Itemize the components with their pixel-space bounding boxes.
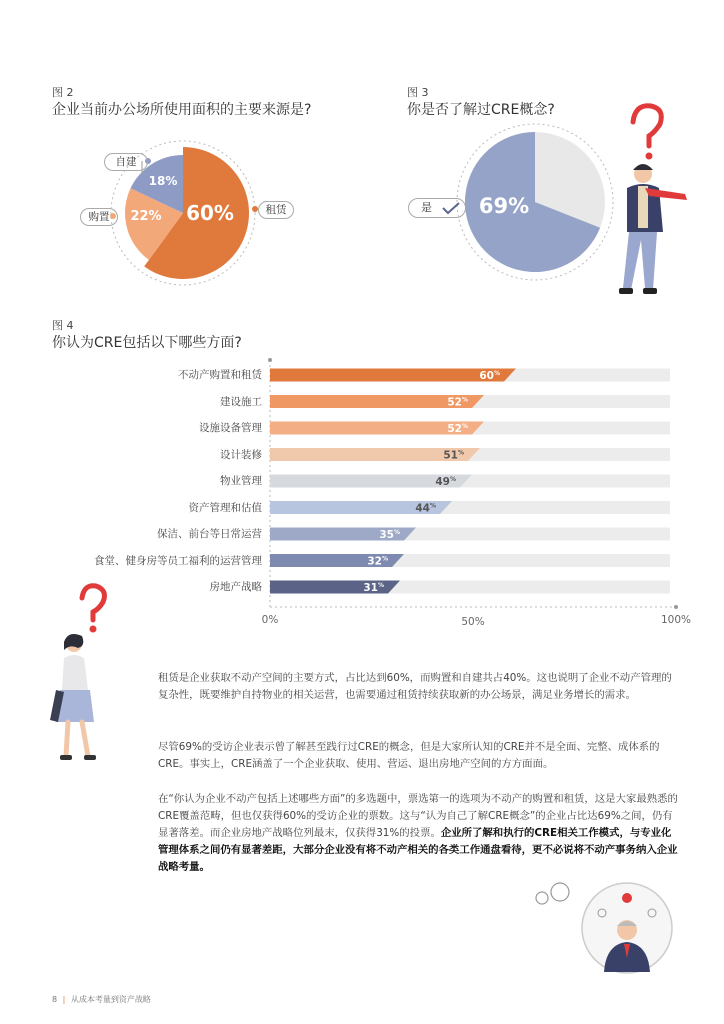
bar-value-label-4: 49% bbox=[435, 476, 456, 488]
fig2-value-buy: 22% bbox=[130, 209, 162, 224]
question-mark-icon bbox=[633, 106, 661, 146]
bar-unit-4: % bbox=[449, 476, 456, 483]
bar-category-label-4: 物业管理 bbox=[220, 475, 262, 487]
man-shirt bbox=[638, 186, 648, 228]
check-icon bbox=[441, 201, 461, 215]
bar-unit-6: % bbox=[393, 529, 400, 536]
bar-unit-8: % bbox=[377, 582, 384, 589]
bar-value-label-7: 32% bbox=[367, 555, 388, 568]
bar-unit-1: % bbox=[461, 396, 468, 404]
fig3-label-yes-bubble bbox=[408, 198, 466, 218]
fig4-tick-100: 100% bbox=[660, 614, 692, 626]
bar-category-label-7: 食堂、健身房等员工福利的运营管理 bbox=[94, 554, 262, 567]
bar-value-label-2: 52% bbox=[447, 423, 468, 435]
bar-value-label-0: 60% bbox=[479, 370, 500, 382]
bar-value-label-3: 51% bbox=[443, 449, 464, 462]
body-paragraph-2: 尽管69%的受访企业表示曾了解甚至践行过CRE的概念，但是大家所认知的CRE并不是全面、完整、成体系的CRE。事实上，CRE涵盖了一个企业获取、使用、营运、退出房地产空间的方方面面。 bbox=[158, 741, 660, 770]
body-paragraph-3 bbox=[158, 791, 678, 876]
fig2-number: 图 2 bbox=[52, 86, 74, 99]
bar-value-label-5: 44% bbox=[415, 502, 436, 515]
bar-value-label-1: 52% bbox=[447, 396, 468, 409]
fig4-axis-y-end bbox=[268, 358, 272, 362]
bar-unit-5: % bbox=[429, 502, 436, 510]
man-shoe-left bbox=[619, 288, 633, 294]
man-hair bbox=[633, 164, 653, 170]
thought-bubble-small bbox=[536, 892, 548, 904]
woman-shoe-left bbox=[60, 755, 72, 760]
fig3-value-yes: 69% bbox=[478, 194, 530, 218]
woman-blouse bbox=[62, 655, 88, 690]
fig4-number: 图 4 bbox=[52, 319, 74, 332]
thought-bubble-medium bbox=[551, 883, 569, 901]
bar-value-label-6: 35% bbox=[379, 529, 400, 541]
page-number: 8 bbox=[52, 995, 58, 1004]
fig2-value-self-built: 18% bbox=[148, 174, 178, 188]
bar-category-label-8: 房地产战略 bbox=[209, 581, 262, 593]
body-paragraph-3-bold: 企业所了解和执行的CRE相关工作模式，与专业化管理体系之间仍有显著差距，大部分企业没有将不动产相关的各类工作通盘看待，更不必说将不动产事务纳入企业战略考量。 bbox=[158, 827, 678, 873]
fig4-tick-50: 50% bbox=[461, 616, 485, 628]
fig2-label-buy: 购置 bbox=[80, 208, 118, 226]
woman-legs bbox=[66, 722, 88, 756]
fig2-title: 企业当前办公场所使用面积的主要来源是? bbox=[52, 102, 312, 118]
fig3-title: 你是否了解过CRE概念? bbox=[407, 102, 555, 118]
bar-category-label-5: 资产管理和估值 bbox=[188, 501, 262, 514]
bar-category-label-2: 设施设备管理 bbox=[199, 422, 262, 434]
bar-unit-7: % bbox=[381, 555, 388, 563]
bar-value-label-8: 31% bbox=[363, 582, 384, 594]
fig3-label-yes: 是 bbox=[421, 201, 432, 214]
woman-shoe-right bbox=[84, 755, 96, 760]
fig4-title: 你认为CRE包括以下哪些方面? bbox=[52, 335, 242, 351]
thinking-woman-illustration bbox=[48, 582, 118, 767]
fig2-label-rent: 租赁 bbox=[258, 201, 294, 219]
footer-separator: | bbox=[62, 995, 66, 1004]
bar-category-label-6: 保洁、前台等日常运营 bbox=[157, 528, 262, 540]
businessman-illustration bbox=[532, 878, 682, 978]
man-shoe-right bbox=[643, 288, 657, 294]
fig2-label-self-built: 自建 bbox=[104, 153, 148, 171]
fig2-value-rent: 60% bbox=[186, 201, 234, 225]
bar-unit-3: % bbox=[457, 449, 464, 457]
question-mark-dot bbox=[90, 626, 97, 633]
bar-unit-2: % bbox=[461, 423, 468, 430]
bar-category-label-0: 不动产购置和租赁 bbox=[178, 369, 262, 381]
bar-category-label-3: 设计装修 bbox=[220, 448, 262, 461]
thinking-man-illustration bbox=[605, 100, 695, 305]
footer-title: 从成本考量到资产战略 bbox=[70, 995, 151, 1004]
question-mark-dot bbox=[646, 153, 653, 160]
bar-category-label-1: 建设施工 bbox=[220, 395, 262, 408]
man-legs bbox=[623, 232, 657, 290]
fig4-tick-0: 0% bbox=[261, 614, 279, 626]
idea-bulb-icon bbox=[622, 893, 632, 903]
fig4-axis-x-end bbox=[674, 605, 678, 609]
bar-unit-0: % bbox=[493, 370, 500, 377]
page-footer bbox=[52, 994, 151, 1005]
question-mark-icon bbox=[82, 586, 104, 620]
body-paragraph-1: 租赁是企业获取不动产空间的主要方式，占比达到60%，而购置和自建共占40%。这也说明了企业不动产管理的复杂性，既要维护自持物业的相关运营，也需要通过租赁持续获取新的办公场景，满足业务增长的需求。 bbox=[158, 672, 672, 701]
fig3-number: 图 3 bbox=[407, 86, 429, 99]
body-paragraph-3-text: 在“你认为企业不动产包括上述哪些方面”的多选题中，票选第一的选项为不动产的购置和租赁，这是大家最熟悉的CRE覆盖范畴，但也仅获得60%的受访企业的票数。这与“认为自己了解CRE概念”的企业占比达69%之间，仍有显著落差。而企业房地产战略位列最末，仅获得31%的投票。 bbox=[158, 793, 678, 839]
